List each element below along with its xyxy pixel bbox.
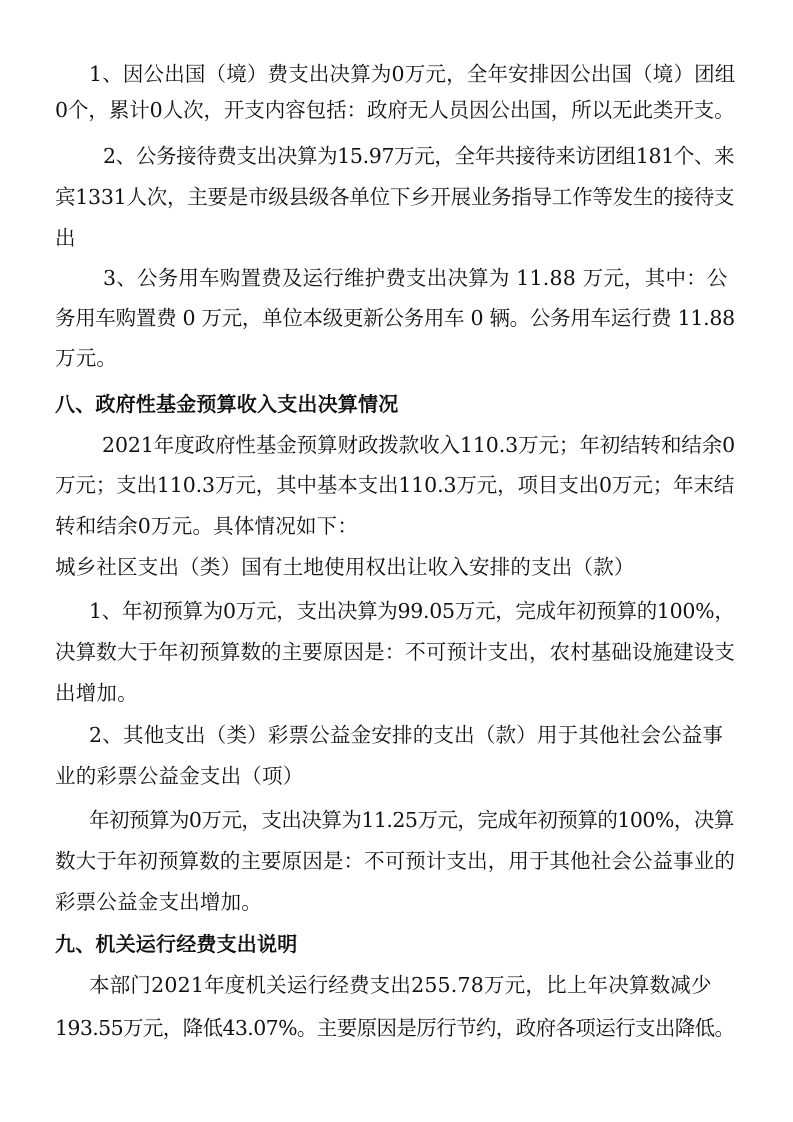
paragraph-line: 0个，累计0人次，开支内容包括：政府无人员因公出国，所以无此类开支。 [55,98,735,122]
paragraph-line: 务用车购置费 0 万元，单位本级更新公务用车 0 辆。公务用车运行费 11.88 [55,306,735,330]
section-heading: 九、机关运行经费支出说明 [55,932,298,956]
paragraph-line: 193.55万元，降低43.07%。主要原因是厉行节约，政府各项运行支出降低。 [55,1016,735,1040]
paragraph-line: 出增加。 [55,681,138,705]
paragraph-line: 1、因公出国（境）费支出决算为0万元，全年安排因公出国（境）团组 [89,62,736,86]
paragraph-line: 业的彩票公益金支出（项） [55,764,304,788]
paragraph-line: 年初预算为0万元，支出决算为11.25万元，完成年初预算的100%，决算 [89,808,734,832]
paragraph-line: 3、公务用车购置费及运行维护费支出决算为 11.88 万元，其中：公 [103,266,728,290]
paragraph-line: 转和结余0万元。具体情况如下： [55,514,359,538]
paragraph-line: 万元；支出110.3万元，其中基本支出110.3万元，项目支出0万元；年末结 [55,473,735,497]
paragraph-line: 出 [55,226,76,250]
paragraph-line: 2、其他支出（类）彩票公益金安排的支出（款）用于其他社会公益事 [89,723,724,747]
paragraph-line: 2021年度政府性基金预算财政拨款收入110.3万元；年初结转和结余0 [102,433,736,457]
paragraph-line: 城乡社区支出（类）国有土地使用权出让收入安排的支出（款） [55,555,635,579]
paragraph-line: 彩票公益金支出增加。 [55,890,262,914]
paragraph-line: 万元。 [55,346,118,370]
section-heading: 八、政府性基金预算收入支出决算情况 [55,392,399,416]
paragraph-line: 决算数大于年初预算数的主要原因是：不可预计支出，农村基础设施建设支 [55,640,736,664]
paragraph-line: 宾1331人次，主要是市级县级各单位下乡开展业务指导工作等发生的接待支 [55,185,735,209]
paragraph-line: 2、公务接待费支出决算为15.97万元，全年共接待来访团组181个、来 [103,144,735,168]
paragraph-line: 1、年初预算为0万元，支出决算为99.05万元，完成年初预算的100%， [89,599,735,623]
paragraph-line: 数大于年初预算数的主要原因是：不可预计支出，用于其他社会公益事业的 [55,849,736,873]
paragraph-line: 本部门2021年度机关运行经费支出255.78万元，比上年决算数减少 [89,973,712,997]
